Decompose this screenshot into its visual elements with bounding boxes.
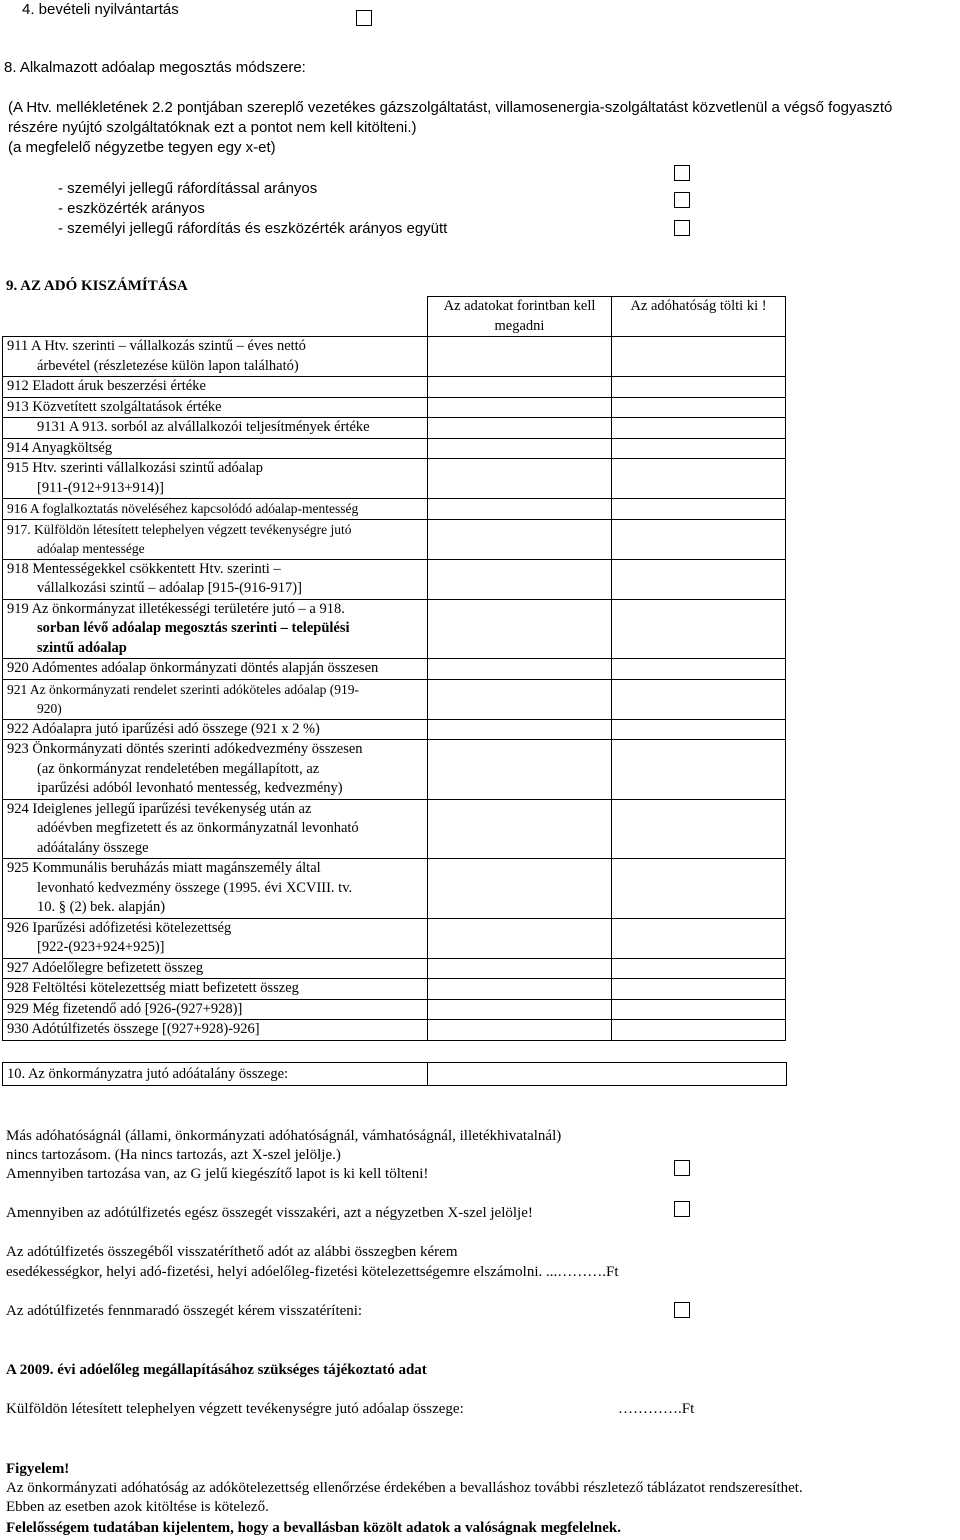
table-row — [3, 799, 786, 859]
row-924-authority — [612, 799, 786, 859]
debt-statement-line1: Más adóhatóságnál (állami, önkormányzati adóhatóságnál, vámhatóságnál, illetékhivatalnál) — [6, 1128, 562, 1144]
row-919-line2: sorban lévő adóalap megosztás szerinti – települési — [37, 620, 350, 636]
row-923-authority — [612, 740, 786, 800]
row-926-authority — [612, 918, 786, 958]
row-924-line2: adóévben megfizetett és az önkormányzatnál levonható — [37, 820, 359, 836]
table-row — [3, 918, 786, 958]
debt-statement-line2: nincs tartozásom. (Ha nincs tartozás, azt X-szel jelölje.) — [6, 1147, 341, 1163]
section-8-title: 8. Alkalmazott adóalap megosztás módszere: — [4, 59, 306, 76]
tax-calculation-table — [2, 296, 786, 1041]
col-forint-header: Az adatokat forintban kell megadni — [428, 297, 612, 337]
table-row — [3, 859, 786, 919]
item-4-label: 4. bevételi nyilvántartás — [22, 1, 179, 18]
row-923-line2: (az önkormányzat rendeletében megállapított, az — [37, 760, 320, 777]
row-913-label: 913 Közvetített szolgáltatások értéke — [3, 397, 428, 418]
row-911-line2: árbevétel (részletezése külön lapon található) — [37, 357, 299, 374]
option-combined-checkbox[interactable] — [674, 220, 690, 236]
row-925-line3: 10. § (2) bek. alapján) — [37, 899, 166, 915]
section-8-note-line2: részére nyújtó szolgáltatóknak ezt a pontot nem kell kitölteni.) — [8, 119, 417, 136]
table-row — [3, 999, 786, 1020]
row-921-line2: 920) — [37, 701, 62, 716]
debt-statement-line3: Amennyiben tartozása van, az G jelű kiegészítő lapot is ki kell tölteni! — [6, 1166, 429, 1182]
row-925-line2: levonható kedvezmény összege (1995. évi XCVIII. tv. — [37, 879, 353, 896]
full-refund-checkbox[interactable] — [674, 1201, 690, 1217]
row-921-authority — [612, 679, 786, 719]
remaining-refund-checkbox[interactable] — [674, 1302, 690, 1318]
row-928-value[interactable] — [428, 979, 612, 1000]
section-10-table — [2, 1062, 787, 1086]
row-917-line1: 917. Külföldön létesített telephelyen végzett tevékenységre jutó — [7, 521, 352, 537]
row-922-value[interactable] — [428, 719, 612, 740]
section-10-value[interactable] — [428, 1063, 787, 1086]
row-926-value[interactable] — [428, 918, 612, 958]
offset-request-line1: Az adótúlfizetés összegéből visszatéríthető adót az alábbi összegben kérem — [6, 1244, 458, 1260]
row-927-value[interactable] — [428, 958, 612, 979]
option-asset-label: - eszközérték arányos — [58, 200, 205, 217]
row-923-value[interactable] — [428, 740, 612, 800]
row-929-label: 929 Még fizetendő adó [926-(927+928)] — [3, 999, 428, 1020]
warning-title: Figyelem! — [6, 1461, 70, 1477]
row-9131-authority — [612, 418, 786, 439]
row-914-authority — [612, 438, 786, 459]
row-915-line2: [911-(912+913+914)] — [37, 479, 164, 496]
table-row — [3, 459, 786, 499]
option-personnel-label: - személyi jellegű ráfordítással arányos — [58, 180, 318, 197]
row-911-value[interactable] — [428, 337, 612, 377]
row-9131-value[interactable] — [428, 418, 612, 439]
row-924-line1: 924 Ideiglenes jellegű iparűzési tevékenység után az — [7, 800, 312, 817]
table-row — [3, 418, 786, 439]
row-929-authority — [612, 999, 786, 1020]
row-929-value[interactable] — [428, 999, 612, 1020]
option-combined-label: - személyi jellegű ráfordítás és eszközérték arányos együtt — [58, 220, 448, 237]
row-922-authority — [612, 719, 786, 740]
row-911-authority — [612, 337, 786, 377]
row-924-line3: adóátalány összege — [37, 839, 149, 856]
row-914-value[interactable] — [428, 438, 612, 459]
row-918-authority — [612, 559, 786, 599]
row-920-value[interactable] — [428, 659, 612, 680]
row-917-authority — [612, 519, 786, 559]
row-917-value[interactable] — [428, 519, 612, 559]
declaration: Felelősségem tudatában kijelentem, hogy a bevallásban közölt adatok a valóságnak megfelelnek. — [6, 1520, 622, 1536]
row-926-line1: 926 Iparűzési adófizetési kötelezettség — [7, 919, 232, 936]
row-913-authority — [612, 397, 786, 418]
row-9131-label: 9131 A 913. sorból az alvállalkozói teljesítmények értéke — [37, 419, 370, 435]
row-925-authority — [612, 859, 786, 919]
row-927-authority — [612, 958, 786, 979]
row-915-value[interactable] — [428, 459, 612, 499]
table-row — [3, 337, 786, 377]
section-8-note-line1: (A Htv. mellékletének 2.2 pontjában szereplő vezetékes gázszolgáltatást, villamosenergia-szolgáltatást közvetlenül a végső fogyasztó — [8, 99, 893, 116]
row-916-value[interactable] — [428, 499, 612, 520]
row-930-value[interactable] — [428, 1020, 612, 1041]
row-930-authority — [612, 1020, 786, 1041]
row-920-authority — [612, 659, 786, 680]
foreign-site-label: Külföldön létesített telephelyen végzett tevékenységre jutó adóalap összege: — [6, 1401, 464, 1417]
row-912-value[interactable] — [428, 377, 612, 398]
row-913-value[interactable] — [428, 397, 612, 418]
row-921-value[interactable] — [428, 679, 612, 719]
row-912-authority — [612, 377, 786, 398]
row-918-value[interactable] — [428, 559, 612, 599]
row-911-line1: 911 A Htv. szerinti – vállalkozás szintű – éves nettó — [7, 338, 306, 354]
warning-line2: Ebben az esetben azok kitöltése is kötelező. — [6, 1499, 269, 1515]
full-refund-label: Amennyiben az adótúlfizetés egész összegét visszakéri, azt a négyzetben X-szel jelölje! — [6, 1205, 533, 1221]
table-row — [3, 679, 786, 719]
row-915-authority — [612, 459, 786, 499]
row-924-value[interactable] — [428, 799, 612, 859]
no-debt-checkbox[interactable] — [674, 1160, 690, 1176]
row-926-line2: [922-(923+924+925)] — [37, 939, 165, 955]
row-918-line1: 918 Mentességekkel csökkentett Htv. szerinti – — [7, 560, 281, 577]
warning-line1: Az önkormányzati adóhatóság az adókötelezettség ellenőrzése érdekében a bevalláshoz további részletező táblázatot rendszeresíthet. — [6, 1480, 803, 1496]
row-914-label: 914 Anyagköltség — [3, 438, 428, 459]
remaining-refund-label: Az adótúlfizetés fennmaradó összegét kérem visszatéríteni: — [6, 1303, 363, 1319]
table-row — [3, 499, 786, 520]
table-row — [3, 438, 786, 459]
row-922-label: 922 Adóalapra jutó iparűzési adó összege (921 x 2 %) — [3, 719, 428, 740]
table-row — [3, 559, 786, 599]
advance-info-title: A 2009. évi adóelőleg megállapításához szükséges tájékoztató adat — [6, 1362, 427, 1378]
foreign-site-value: ………….Ft — [618, 1401, 695, 1417]
section-8-instruction: (a megfelelő négyzetbe tegyen egy x-et) — [8, 139, 276, 156]
option-asset-checkbox[interactable] — [674, 192, 690, 208]
row-916-label: 916 A foglalkoztatás növeléséhez kapcsolódó adóalap-mentesség — [3, 499, 428, 520]
table-row — [3, 377, 786, 398]
section-9-title: 9. AZ ADÓ KISZÁMÍTÁSA — [6, 278, 188, 294]
row-925-line1: 925 Kommunális beruházás miatt magánszemély által — [7, 860, 321, 876]
row-925-value[interactable] — [428, 859, 612, 919]
table-row — [3, 958, 786, 979]
table-row — [3, 659, 786, 680]
table-row — [3, 740, 786, 800]
col-authority-header: Az adóhatóság tölti ki ! — [612, 297, 786, 337]
table-row — [3, 719, 786, 740]
table-row — [3, 979, 786, 1000]
table-row — [3, 599, 786, 659]
row-915-line1: 915 Htv. szerinti vállalkozási szintű adóalap — [7, 460, 263, 476]
row-917-line2: adóalap mentessége — [37, 541, 145, 556]
row-928-authority — [612, 979, 786, 1000]
table-row — [3, 519, 786, 559]
row-921-line1: 921 Az önkormányzati rendelet szerinti adóköteles adóalap (919- — [7, 681, 360, 697]
row-919-line1: 919 Az önkormányzat illetékességi területére jutó – a 918. — [7, 600, 345, 617]
option-personnel-checkbox[interactable] — [674, 165, 690, 181]
row-920-label: 920 Adómentes adóalap önkormányzati döntés alapján összesen — [3, 659, 428, 680]
row-919-authority — [612, 599, 786, 659]
row-919-line3: szintű adóalap — [37, 639, 127, 656]
row-916-authority — [612, 499, 786, 520]
row-912-label: 912 Eladott áruk beszerzési értéke — [3, 377, 428, 398]
row-918-line2: vállalkozási szintű – adóalap [915-(916-917)] — [37, 580, 302, 596]
item-4-checkbox[interactable] — [356, 10, 372, 26]
offset-request-line2: esedékességkor, helyi adó-fizetési, helyi adóelőleg-fizetési kötelezettségemre elszámolni. ...……….Ft — [6, 1264, 619, 1280]
row-928-label: 928 Feltöltési kötelezettség miatt befizetett összeg — [3, 979, 428, 1000]
section-10-label: 10. Az önkormányzatra jutó adóátalány összege: — [3, 1063, 428, 1086]
table-row — [3, 1020, 786, 1041]
row-927-label: 927 Adóelőlegre befizetett összeg — [3, 958, 428, 979]
row-923-line1: 923 Önkormányzati döntés szerinti adókedvezmény összesen — [7, 741, 363, 757]
row-919-value[interactable] — [428, 599, 612, 659]
row-930-label: 930 Adótúlfizetés összege [(927+928)-926] — [3, 1020, 428, 1041]
table-row — [3, 397, 786, 418]
row-923-line3: iparűzési adóból levonható mentesség, kedvezmény) — [37, 780, 343, 796]
